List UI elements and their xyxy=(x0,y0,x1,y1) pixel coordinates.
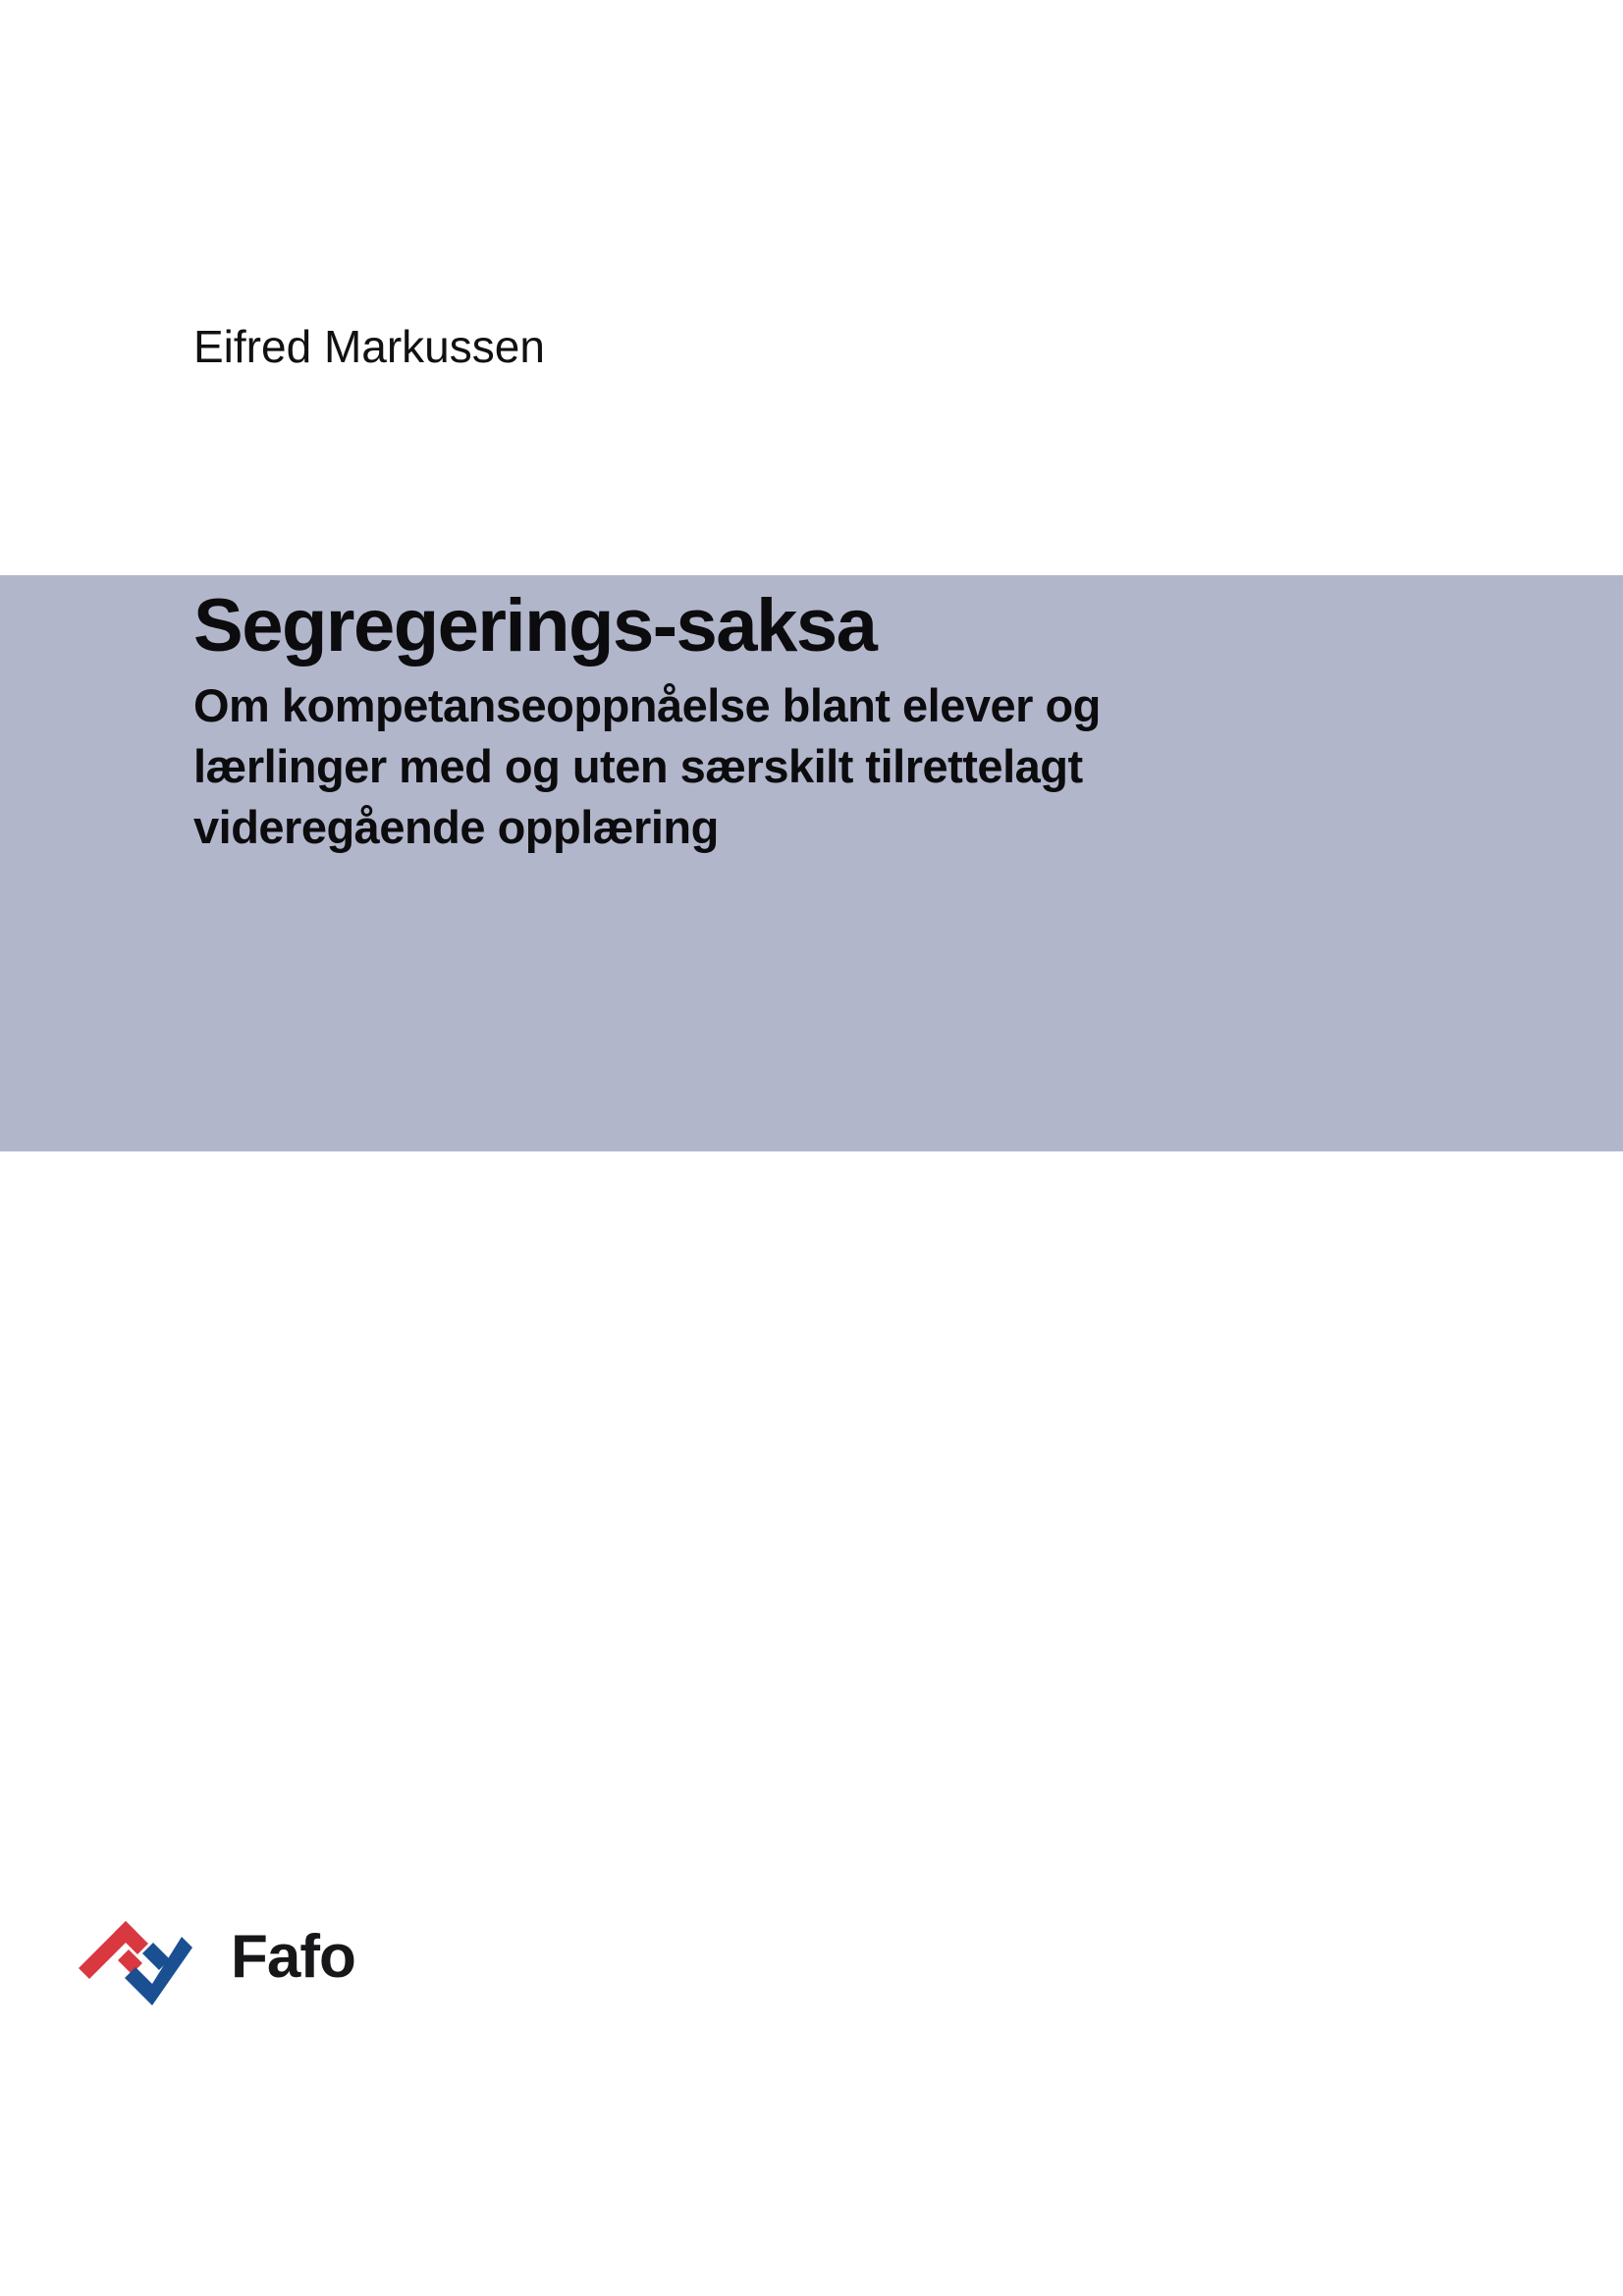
report-subtitle xyxy=(193,675,1101,858)
report-title: Segregerings-saksa xyxy=(193,584,877,667)
fafo-logo-icon xyxy=(74,1915,197,2011)
report-subtitle-line: lærlinger med og uten særskilt tilrettelagt xyxy=(193,740,1083,792)
report-subtitle-line: Om kompetanseoppnåelse blant elever og xyxy=(193,679,1101,731)
author-name: Eifred Markussen xyxy=(193,321,545,372)
title-band xyxy=(0,575,1623,1151)
report-subtitle-line: videregående opplæring xyxy=(193,801,719,853)
fafo-logo-text: Fafo xyxy=(231,1922,355,1991)
fafo-logo xyxy=(74,1914,355,2012)
